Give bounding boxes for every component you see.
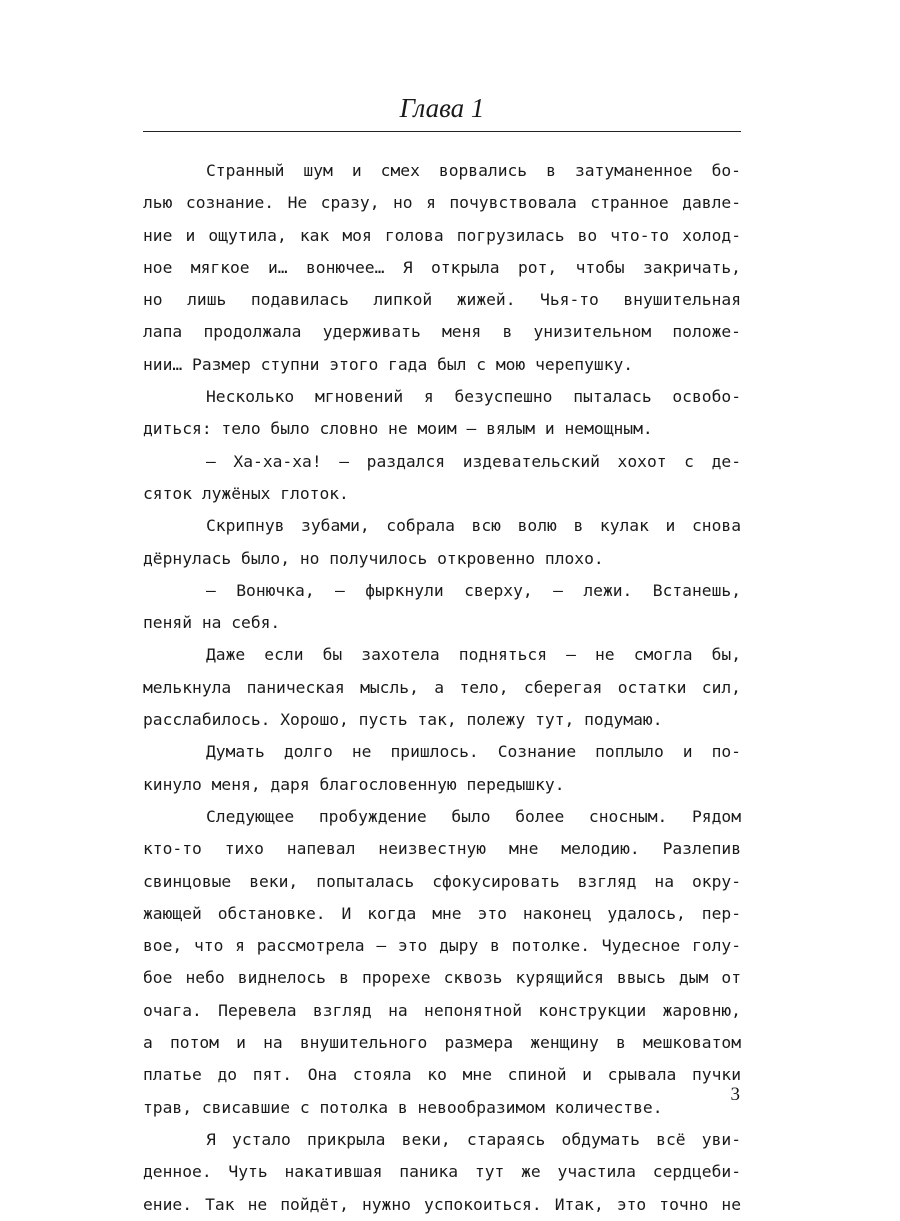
text-line: сяток лужёных глоток. — [143, 483, 349, 503]
text-line: лапа продолжала удерживать меня в унизительном положе- — [143, 322, 741, 342]
body-text — [143, 155, 741, 1221]
text-line: ное мягкое и… вонючее… Я открыла рот, чтобы закричать, — [143, 257, 741, 277]
text-line: Следующее пробуждение было более сносным. Рядом — [206, 806, 741, 826]
chapter-title: Глава 1 — [399, 93, 485, 123]
text-line: ение. Так не пойдёт, нужно успокоиться. Итак, это точно не — [143, 1194, 741, 1214]
text-line: жающей обстановке. И когда мне это наконец удалось, пер- — [143, 903, 741, 923]
text-line: денное. Чуть накатившая паника тут же участила сердцеби- — [143, 1162, 741, 1182]
text-line: свинцовые веки, попыталась сфокусировать взгляд на окру- — [143, 871, 741, 891]
page-number: 3 — [730, 1084, 740, 1105]
text-line: а потом и на внушительного размера женщину в мешковатом — [143, 1033, 741, 1053]
text-line: Скрипнув зубами, собрала всю волю в кулак и снова — [206, 516, 741, 536]
text-line: вое, что я рассмотрела — это дыру в потолке. Чудесное голу- — [143, 936, 741, 956]
text-line: кинуло меня, даря благословенную передышку. — [143, 774, 565, 794]
text-line: но лишь подавилась липкой жижей. Чья-то внушительная — [143, 290, 741, 310]
text-line: бое небо виднелось в прорехе сквозь курящийся ввысь дым от — [143, 968, 741, 988]
text-line: — Ха-ха-ха! — раздался издевательский хохот с де- — [206, 451, 741, 471]
text-line: лью сознание. Не сразу, но я почувствовала странное давле- — [143, 193, 741, 213]
text-line: Несколько мгновений я безуспешно пыталась освобо- — [206, 387, 741, 407]
text-line: трав, свисавшие с потолка в невообразимом количестве. — [143, 1097, 663, 1117]
text-line: ние и ощутила, как моя голова погрузилась во что-то холод- — [143, 225, 741, 245]
text-line: Я устало прикрыла веки, стараясь обдумать всё уви- — [206, 1129, 741, 1149]
text-line: — Вонючка, — фыркнули сверху, — лежи. Встанешь, — [206, 580, 741, 600]
text-line: очага. Перевела взгляд на непонятной конструкции жаровню, — [143, 1000, 741, 1020]
text-line: диться: тело было словно не моим — вялым и немощным. — [143, 419, 653, 439]
text-line: Странный шум и смех ворвались в затуманенное бо- — [206, 161, 741, 180]
text-line: Думать долго не пришлось. Сознание поплыло и по- — [206, 742, 741, 762]
text-line: Даже если бы захотела подняться — не смогла бы, — [206, 645, 741, 665]
text-line: пеняй на себя. — [143, 613, 281, 633]
text-line: нии… Размер ступни этого гада был с мою черепушку. — [143, 354, 634, 374]
text-line: дёрнулась было, но получилось откровенно плохо. — [143, 548, 604, 568]
text-line: мелькнула паническая мысль, а тело, сберегая остатки сил, — [143, 677, 741, 697]
text-line: кто-то тихо напевал неизвестную мне мелодию. Разлепив — [143, 839, 741, 859]
text-line: платье до пят. Она стояла ко мне спиной и срывала пучки — [143, 1065, 741, 1085]
text-line: расслабилось. Хорошо, пусть так, полежу тут, подумаю. — [143, 710, 663, 730]
title-rule — [143, 131, 741, 132]
